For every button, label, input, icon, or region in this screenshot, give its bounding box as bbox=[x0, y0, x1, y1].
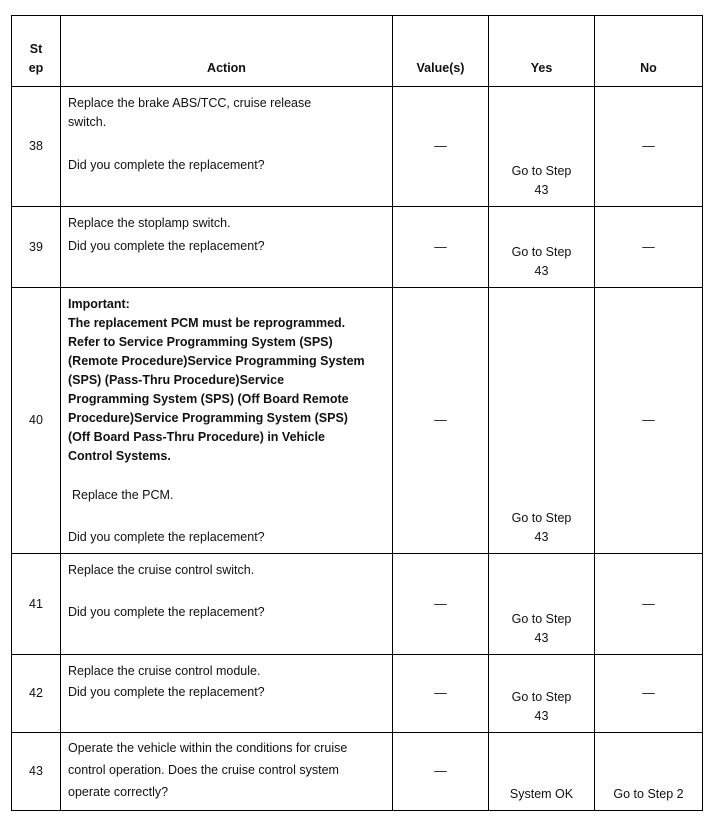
no-cell: Go to Step 2 bbox=[595, 733, 703, 811]
table-row-39 bbox=[12, 207, 703, 288]
yes-cell: Go to Step 43 bbox=[489, 554, 595, 655]
action-cell bbox=[61, 288, 393, 554]
no-cell: — bbox=[595, 87, 703, 207]
value-cell: — bbox=[393, 733, 489, 811]
step-cell: 40 bbox=[12, 288, 61, 554]
action-cell bbox=[61, 207, 393, 288]
no-cell: — bbox=[595, 288, 703, 554]
diagnostic-table bbox=[11, 15, 703, 811]
step-cell: 38 bbox=[12, 87, 61, 207]
table-row-42 bbox=[12, 655, 703, 733]
action-text: Replace the cruise control module. bbox=[68, 664, 261, 678]
yes-cell: Go to Step 43 bbox=[489, 288, 595, 554]
action-text: Operate the vehicle within the conditions for cruise control operation. Does the cruise control system operate correctly? bbox=[68, 741, 348, 799]
header-no: No bbox=[595, 16, 703, 87]
action-text: Replace the cruise control switch. bbox=[68, 563, 255, 577]
important-title: Important: bbox=[68, 297, 130, 311]
table-row-38 bbox=[12, 87, 703, 207]
table-row-41 bbox=[12, 554, 703, 655]
header-row bbox=[12, 16, 703, 87]
no-cell: — bbox=[595, 554, 703, 655]
header-yes: Yes bbox=[489, 16, 595, 87]
action-question: Did you complete the replacement? bbox=[68, 239, 265, 253]
value-cell: — bbox=[393, 655, 489, 733]
yes-cell: Go to Step 43 bbox=[489, 207, 595, 288]
action-cell bbox=[61, 655, 393, 733]
step-cell: 42 bbox=[12, 655, 61, 733]
yes-cell: System OK bbox=[489, 733, 595, 811]
step-cell: 41 bbox=[12, 554, 61, 655]
action-cell bbox=[61, 554, 393, 655]
value-cell: — bbox=[393, 554, 489, 655]
header-step: St ep bbox=[12, 16, 61, 87]
table-row-43 bbox=[12, 733, 703, 811]
no-cell: — bbox=[595, 207, 703, 288]
yes-cell: Go to Step 43 bbox=[489, 87, 595, 207]
action-question: Did you complete the replacement? bbox=[68, 530, 265, 544]
value-cell: — bbox=[393, 207, 489, 288]
action-text: Replace the brake ABS/TCC, cruise release switch. bbox=[68, 96, 312, 129]
step-cell: 43 bbox=[12, 733, 61, 811]
action-text: Replace the stoplamp switch. bbox=[68, 216, 231, 230]
header-values: Value(s) bbox=[393, 16, 489, 87]
action-question: Did you complete the replacement? bbox=[68, 685, 265, 699]
no-cell: — bbox=[595, 655, 703, 733]
action-text: Replace the PCM. bbox=[72, 488, 174, 502]
action-cell bbox=[61, 733, 393, 811]
action-cell bbox=[61, 87, 393, 207]
value-cell: — bbox=[393, 288, 489, 554]
step-cell: 39 bbox=[12, 207, 61, 288]
action-question: Did you complete the replacement? bbox=[68, 158, 265, 172]
value-cell: — bbox=[393, 87, 489, 207]
action-question: Did you complete the replacement? bbox=[68, 605, 265, 619]
important-text: The replacement PCM must be reprogrammed. Refer to Service Programming System (SPS) (Remote Procedure)Service Programming System (SPS) (Pass-Thru Procedure)Service Programming System (SPS) (Off Board Remote Procedure)Service Programming System (SPS) (Off Board Pass-Thru Procedure) in Vehicle Control Systems. bbox=[68, 316, 365, 463]
yes-cell: Go to Step 43 bbox=[489, 655, 595, 733]
table-row-40 bbox=[12, 288, 703, 554]
header-action: Action bbox=[61, 16, 393, 87]
